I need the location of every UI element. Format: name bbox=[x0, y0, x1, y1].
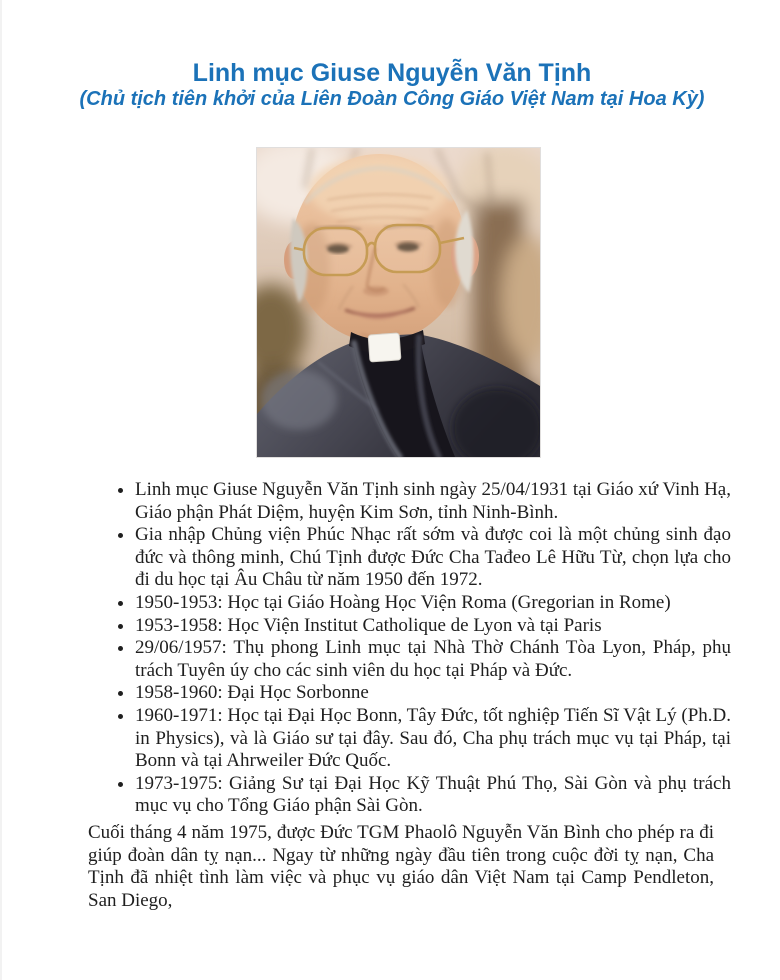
page-subtitle: (Chủ tịch tiên khởi của Liên Đoàn Công Giáo Việt Nam tại Hoa Kỳ) bbox=[79, 88, 705, 110]
portrait-photo bbox=[256, 147, 541, 458]
list-item: • 1950-1953: Học tại Giáo Hoàng Học Viện Roma (Gregorian in Rome) bbox=[135, 592, 731, 615]
list-item: • 1958-1960: Đại Học Sorbonne bbox=[135, 682, 731, 705]
closing-paragraph: Cuối tháng 4 năm 1975, được Đức TGM Phaolô Nguyễn Văn Bình cho phép ra đi giúp đoàn dân tỵ nạn... Ngay từ những ngày đầu tiên trong cuộc đời tỵ nạn, Cha Tịnh đã nhiệt tình làm việc và phục vụ giáo dân Việt Nam tại Camp Pendleton, San Diego, bbox=[88, 822, 714, 911]
biography-bullet-list bbox=[117, 479, 731, 818]
list-item: • 1973-1975: Giảng Sư tại Đại Học Kỹ Thuật Phú Thọ, Sài Gòn và phụ trách mục vụ cho Tổng Giáo phận Sài Gòn. bbox=[135, 773, 731, 818]
list-item: • 1960-1971: Học tại Đại Học Bonn, Tây Đức, tốt nghiệp Tiến Sĩ Vật Lý (Ph.D. in Physics), và là Giáo sư tại đây. Sau đó, Cha phụ trách mục vụ tại Pháp, tại Bonn và tại Ahrweiler Đức Quốc. bbox=[135, 705, 731, 773]
page-title: Linh mục Giuse Nguyễn Văn Tịnh bbox=[192, 59, 592, 87]
list-item: • Linh mục Giuse Nguyễn Văn Tịnh sinh ngày 25/04/1931 tại Giáo xứ Vinh Hạ, Giáo phận Phát Diệm, huyện Kim Sơn, tỉnh Ninh-Bình. bbox=[135, 479, 731, 524]
list-item: • 1953-1958: Học Viện Institut Catholique de Lyon và tại Paris bbox=[135, 615, 731, 638]
list-item: • Gia nhập Chủng viện Phúc Nhạc rất sớm và được coi là một chủng sinh đạo đức và thông minh, Chú Tịnh được Đức Cha Tađeo Lê Hữu Từ, chọn lựa cho đi du học tại Âu Châu từ năm 1950 đến 1972. bbox=[135, 524, 731, 592]
portrait-photo-illustration bbox=[257, 148, 540, 457]
list-item: • 29/06/1957: Thụ phong Linh mục tại Nhà Thờ Chánh Tòa Lyon, Pháp, phụ trách Tuyên úy cho các sinh viên du học tại Pháp và Đức. bbox=[135, 637, 731, 682]
